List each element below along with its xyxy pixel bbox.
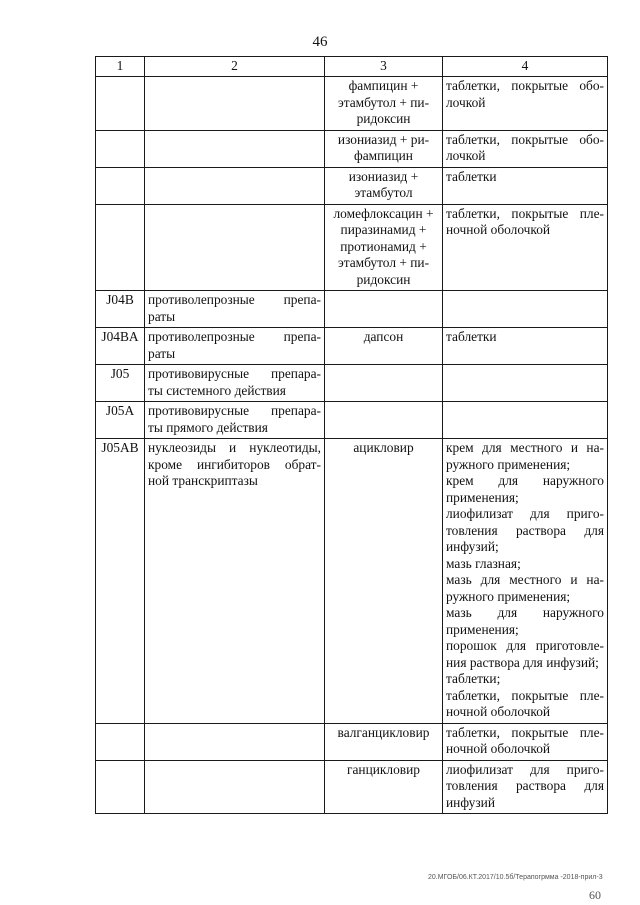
dosage-form-line: товления раствора для xyxy=(446,522,604,538)
dosage-form-cell xyxy=(443,439,608,724)
atc-code-cell: J05AB xyxy=(96,439,145,724)
table-row xyxy=(96,77,608,131)
dosage-form-line: порошок для приготовле- xyxy=(446,638,604,653)
atc-code-cell xyxy=(96,723,145,760)
atc-code-cell xyxy=(96,760,145,814)
dosage-form-cell xyxy=(443,365,608,402)
dosage-form-line: таблетки, покрытые обо- xyxy=(446,78,604,93)
dosage-form-line: таблетки xyxy=(446,168,497,184)
group-name-cell xyxy=(145,77,325,131)
group-name-cell xyxy=(145,204,325,291)
atc-code-cell: J05A xyxy=(96,402,145,439)
group-name-cell xyxy=(145,760,325,814)
group-name-line: ной транскриптазы xyxy=(148,473,258,488)
column-header: 1 xyxy=(96,57,145,77)
atc-code-cell xyxy=(96,130,145,167)
atc-code-cell: J05 xyxy=(96,365,145,402)
group-name-cell xyxy=(145,130,325,167)
inn-line: валганцикловир xyxy=(337,724,430,740)
inn-line: ридоксин xyxy=(356,111,411,126)
table-row xyxy=(96,130,608,167)
group-name-cell xyxy=(145,291,325,328)
dosage-form-line: лиофилизат для приго- xyxy=(446,506,604,521)
dosage-form-line: крем для наружного xyxy=(446,473,604,488)
footer-note: 20.МГОБ/06.КТ.2017/10.5б/Терапогрмма -2018-прил-3 xyxy=(428,874,603,881)
table-row xyxy=(96,291,608,328)
dosage-form-line: таблетки, покрытые пле- xyxy=(446,724,604,740)
dosage-form-cell xyxy=(443,328,608,365)
group-name-line: противовирусные препара- xyxy=(148,366,321,381)
dosage-form-line: таблетки, покрытые пле- xyxy=(446,205,604,221)
inn-cell xyxy=(325,760,443,814)
dosage-form-line: ночной оболочкой xyxy=(446,741,551,756)
group-name-line: нуклеозиды и нуклеотиды, xyxy=(148,440,321,455)
table-row xyxy=(96,402,608,439)
dosage-form-line: лиофилизат для приго- xyxy=(446,761,604,777)
table-row xyxy=(96,204,608,291)
dosage-form-line: ночной оболочкой xyxy=(446,704,551,719)
dosage-form-line: лочкой xyxy=(446,94,486,110)
column-header: 3 xyxy=(325,57,443,77)
dosage-form-line: мазь для местного и на- xyxy=(446,572,604,587)
dosage-form-line: ружного применения; xyxy=(446,588,571,604)
dosage-form-line: лочкой xyxy=(446,148,486,163)
table-row xyxy=(96,365,608,402)
inn-cell xyxy=(325,130,443,167)
inn-line: ацикловир xyxy=(353,440,414,455)
page-number: 46 xyxy=(312,34,328,50)
dosage-form-cell xyxy=(443,204,608,291)
inn-line: дапсон xyxy=(363,329,404,344)
atc-code-cell xyxy=(96,167,145,204)
dosage-form-cell xyxy=(443,723,608,760)
inn-line: пиразинамид + xyxy=(340,222,427,237)
inn-cell xyxy=(325,77,443,131)
group-name-cell xyxy=(145,365,325,402)
dosage-form-line: применения; xyxy=(446,489,519,505)
dosage-form-line: таблетки, покрытые пле- xyxy=(446,687,604,703)
inn-line: фампицин + xyxy=(348,78,419,93)
inn-cell xyxy=(325,439,443,724)
dosage-form-line: мазь для наружного xyxy=(446,605,604,620)
group-name-line: ты системного действия xyxy=(148,382,286,398)
dosage-form-line: инфузий xyxy=(446,794,495,810)
dosage-form-line: применения; xyxy=(446,621,519,637)
group-name-line: кроме ингибиторов обрат- xyxy=(148,456,321,472)
inn-line: изониазид + xyxy=(348,168,419,184)
inn-line: протионамид + xyxy=(340,238,427,254)
inn-line: этамбутол + пи- xyxy=(337,94,430,110)
inn-line: этамбутол xyxy=(354,185,413,200)
group-name-cell xyxy=(145,328,325,365)
inn-cell xyxy=(325,204,443,291)
dosage-form-cell xyxy=(443,77,608,131)
dosage-form-line: ружного применения; xyxy=(446,456,571,472)
inn-line: изониазид + ри- xyxy=(337,131,430,147)
inn-line: фампицин xyxy=(354,148,413,163)
column-header: 4 xyxy=(443,57,608,77)
dosage-form-line: таблетки; xyxy=(446,671,501,686)
inn-line: ломефлоксацин + xyxy=(333,205,434,221)
atc-code-cell xyxy=(96,77,145,131)
dosage-form-cell xyxy=(443,402,608,439)
drug-table xyxy=(95,56,608,814)
dosage-form-cell xyxy=(443,760,608,814)
group-name-line: ты прямого действия xyxy=(148,419,268,435)
group-name-cell xyxy=(145,439,325,724)
group-name-cell xyxy=(145,167,325,204)
table-row xyxy=(96,439,608,724)
dosage-form-line: инфузий; xyxy=(446,539,499,554)
atc-code-cell: J04BA xyxy=(96,328,145,365)
dosage-form-cell xyxy=(443,130,608,167)
table-row xyxy=(96,328,608,365)
group-name-cell xyxy=(145,723,325,760)
column-header: 2 xyxy=(145,57,325,77)
inn-cell xyxy=(325,291,443,328)
corner-page-number: 60 xyxy=(589,888,601,902)
dosage-form-line: мазь глазная; xyxy=(446,555,521,571)
dosage-form-cell xyxy=(443,167,608,204)
dosage-form-line: таблетки xyxy=(446,329,497,344)
group-name-line: раты xyxy=(148,345,176,361)
group-name-line: раты xyxy=(148,308,176,324)
header-row xyxy=(96,57,608,77)
group-name-line: противолепрозные препа- xyxy=(148,292,321,307)
atc-code-cell: J04B xyxy=(96,291,145,328)
table-row xyxy=(96,167,608,204)
dosage-form-line: таблетки, покрытые обо- xyxy=(446,131,604,147)
atc-code-cell xyxy=(96,204,145,291)
group-name-line: противолепрозные препа- xyxy=(148,329,321,344)
dosage-form-line: ночной оболочкой xyxy=(446,222,551,237)
dosage-form-cell xyxy=(443,291,608,328)
dosage-form-line: ния раствора для инфузий; xyxy=(446,654,599,670)
inn-cell xyxy=(325,365,443,402)
group-name-cell xyxy=(145,402,325,439)
inn-cell xyxy=(325,723,443,760)
inn-cell xyxy=(325,328,443,365)
dosage-form-line: товления раствора для xyxy=(446,778,604,793)
dosage-form-line: крем для местного и на- xyxy=(446,440,604,455)
group-name-line: противовирусные препара- xyxy=(148,403,321,418)
table-row xyxy=(96,760,608,814)
inn-line: ганцикловир xyxy=(346,761,420,777)
inn-line: этамбутол + пи- xyxy=(337,255,430,270)
inn-cell xyxy=(325,167,443,204)
inn-line: ридоксин xyxy=(356,271,411,287)
inn-cell xyxy=(325,402,443,439)
table-row xyxy=(96,723,608,760)
